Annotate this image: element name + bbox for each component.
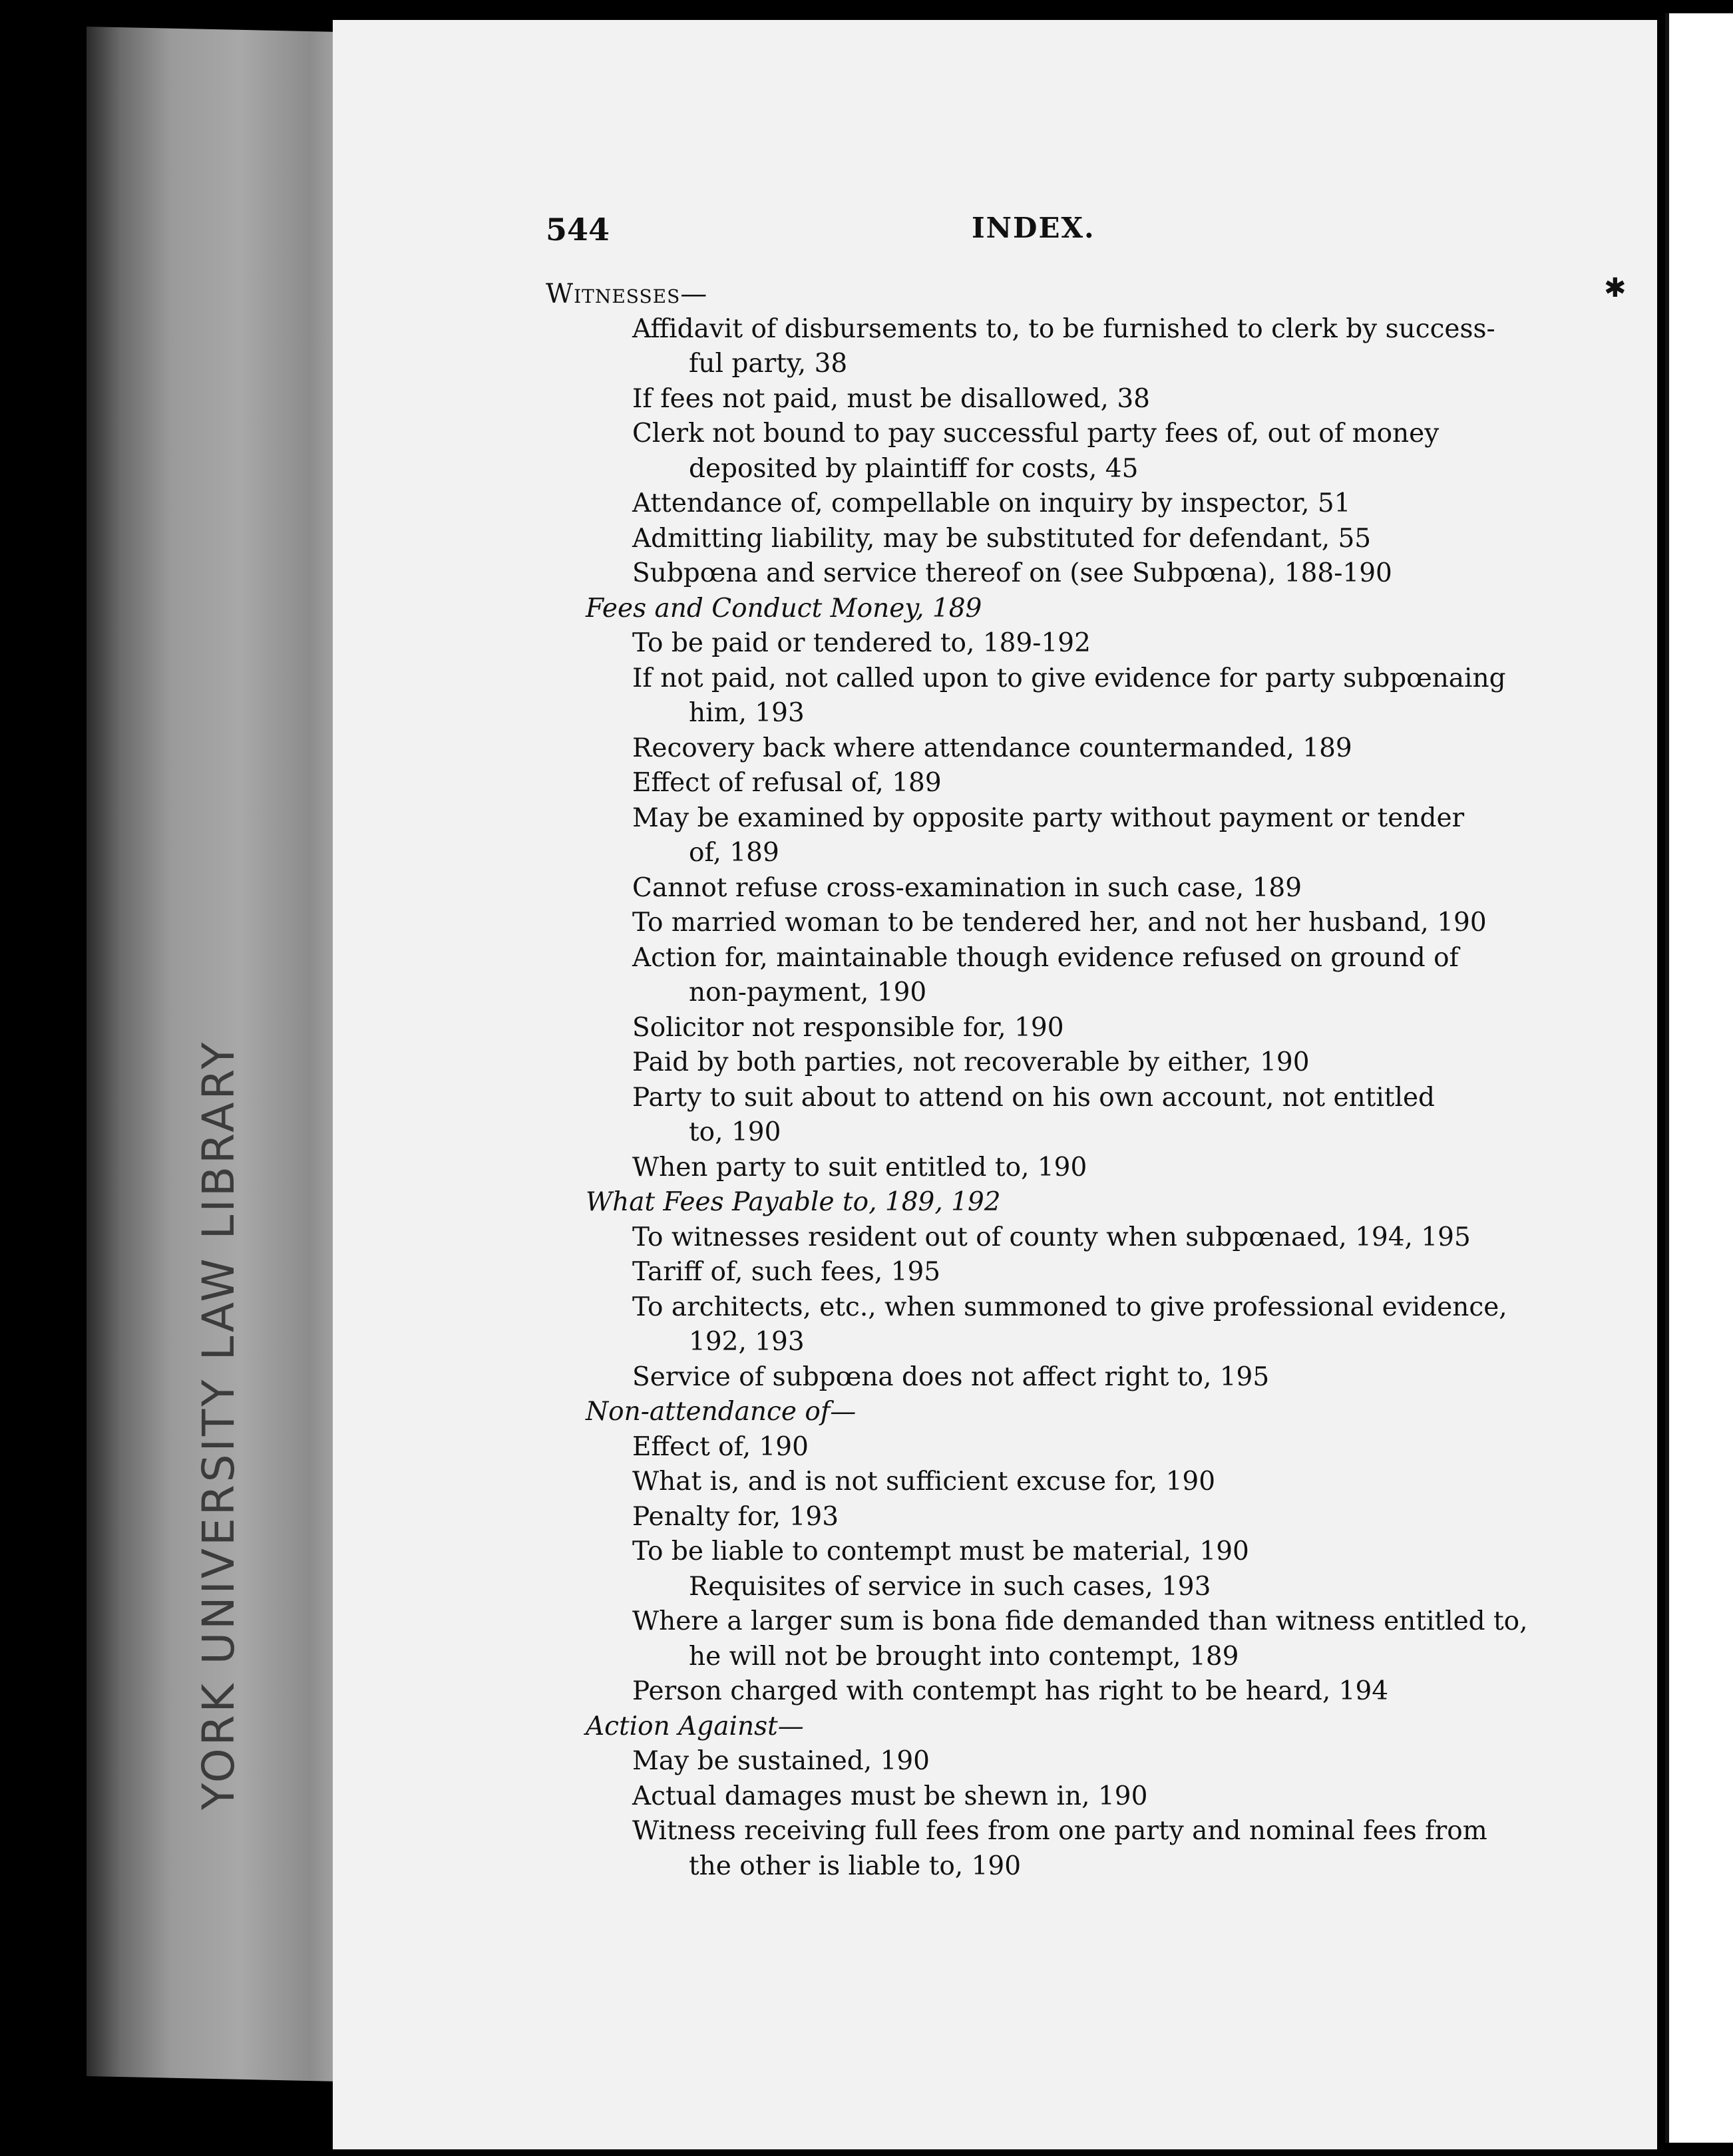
- index-entry: to, 190: [689, 1117, 781, 1147]
- index-entry: Party to suit about to attend on his own account, not entitled: [632, 1082, 1435, 1113]
- index-heading: Witnesses—: [546, 279, 708, 309]
- index-entry: Requisites of service in such cases, 193: [689, 1571, 1211, 1602]
- library-stamp: YORK UNIVERSITY LAW LIBRARY: [193, 1039, 244, 1810]
- index-entry: Clerk not bound to pay successful party fees of, out of money: [632, 419, 1440, 449]
- index-subheading: Action Against—: [586, 1711, 804, 1741]
- index-entry: May be sustained, 190: [632, 1746, 930, 1776]
- index-entry: If fees not paid, must be disallowed, 38: [632, 383, 1150, 414]
- index-entry: Recovery back where attendance countermanded, 189: [632, 733, 1352, 763]
- index-subheading: What Fees Payable to, 189, 192: [586, 1187, 1001, 1217]
- index-entry: Service of subpœna does not affect right to, 195: [632, 1361, 1270, 1392]
- page-header: [546, 212, 1511, 252]
- index-entry: To be paid or tendered to, 189-192: [632, 628, 1091, 658]
- margin-mark-icon: ✱: [1604, 273, 1627, 303]
- index-entry: When party to suit entitled to, 190: [632, 1152, 1087, 1182]
- index-entry: May be examined by opposite party without payment or tender: [632, 803, 1465, 833]
- index-entry: Solicitor not responsible for, 190: [632, 1012, 1064, 1043]
- index-entry: Where a larger sum is bona fide demanded than witness entitled to,: [632, 1606, 1528, 1636]
- index-entry: ful party, 38: [689, 349, 848, 379]
- index-entry: Action for, maintainable though evidence refused on ground of: [632, 942, 1459, 973]
- adjacent-page-edge: [1665, 13, 1733, 2143]
- index-entry: If not paid, not called upon to give evidence for party subpœnaing: [632, 663, 1506, 693]
- index-entry: To married woman to be tendered her, and not her husband, 190: [632, 908, 1487, 938]
- index-entry: To architects, etc., when summoned to give professional evidence,: [632, 1292, 1507, 1322]
- index-entry: deposited by plaintiff for costs, 45: [689, 453, 1139, 484]
- index-subheading: Fees and Conduct Money, 189: [586, 593, 982, 624]
- index-entry: the other is liable to, 190: [689, 1851, 1022, 1881]
- index-entry: Cannot refuse cross-examination in such case, 189: [632, 872, 1302, 903]
- index-entry: Effect of refusal of, 189: [632, 768, 942, 798]
- index-entry: Admitting liability, may be substituted for defendant, 55: [632, 523, 1372, 554]
- index-entry: non-payment, 190: [689, 978, 927, 1007]
- index-entry: To witnesses resident out of county when subpœnaed, 194, 195: [632, 1222, 1471, 1252]
- running-head: INDEX.: [972, 212, 1095, 244]
- index-entry: Penalty for, 193: [632, 1501, 839, 1532]
- index-entry: Person charged with contempt has right to be heard, 194: [632, 1676, 1389, 1706]
- index-entry: 192, 193: [689, 1327, 805, 1357]
- index-entry: Tariff of, such fees, 195: [632, 1257, 941, 1287]
- page-number: 544: [546, 212, 610, 248]
- index-subheading: Non-attendance of—: [586, 1397, 857, 1427]
- index-entry: of, 189: [689, 838, 779, 868]
- index-entry: Paid by both parties, not recoverable by either, 190: [632, 1047, 1310, 1077]
- index-entry: Effect of, 190: [632, 1431, 809, 1462]
- index-entry: Affidavit of disbursements to, to be furnished to clerk by success-: [632, 313, 1495, 344]
- index-entry: him, 193: [689, 698, 805, 728]
- index-entry: Actual damages must be shewn in, 190: [632, 1781, 1148, 1811]
- index-entry: Subpœna and service thereof on (see Subpœna), 188-190: [632, 558, 1392, 588]
- index-entry: Witness receiving full fees from one party and nominal fees from: [632, 1816, 1487, 1846]
- index-entry: To be liable to contempt must be material, 190: [632, 1536, 1249, 1566]
- index-entry: he will not be brought into contempt, 189: [689, 1641, 1239, 1672]
- index-entry: What is, and is not sufficient excuse for, 190: [632, 1467, 1216, 1497]
- index-entry: Attendance of, compellable on inquiry by inspector, 51: [632, 488, 1351, 518]
